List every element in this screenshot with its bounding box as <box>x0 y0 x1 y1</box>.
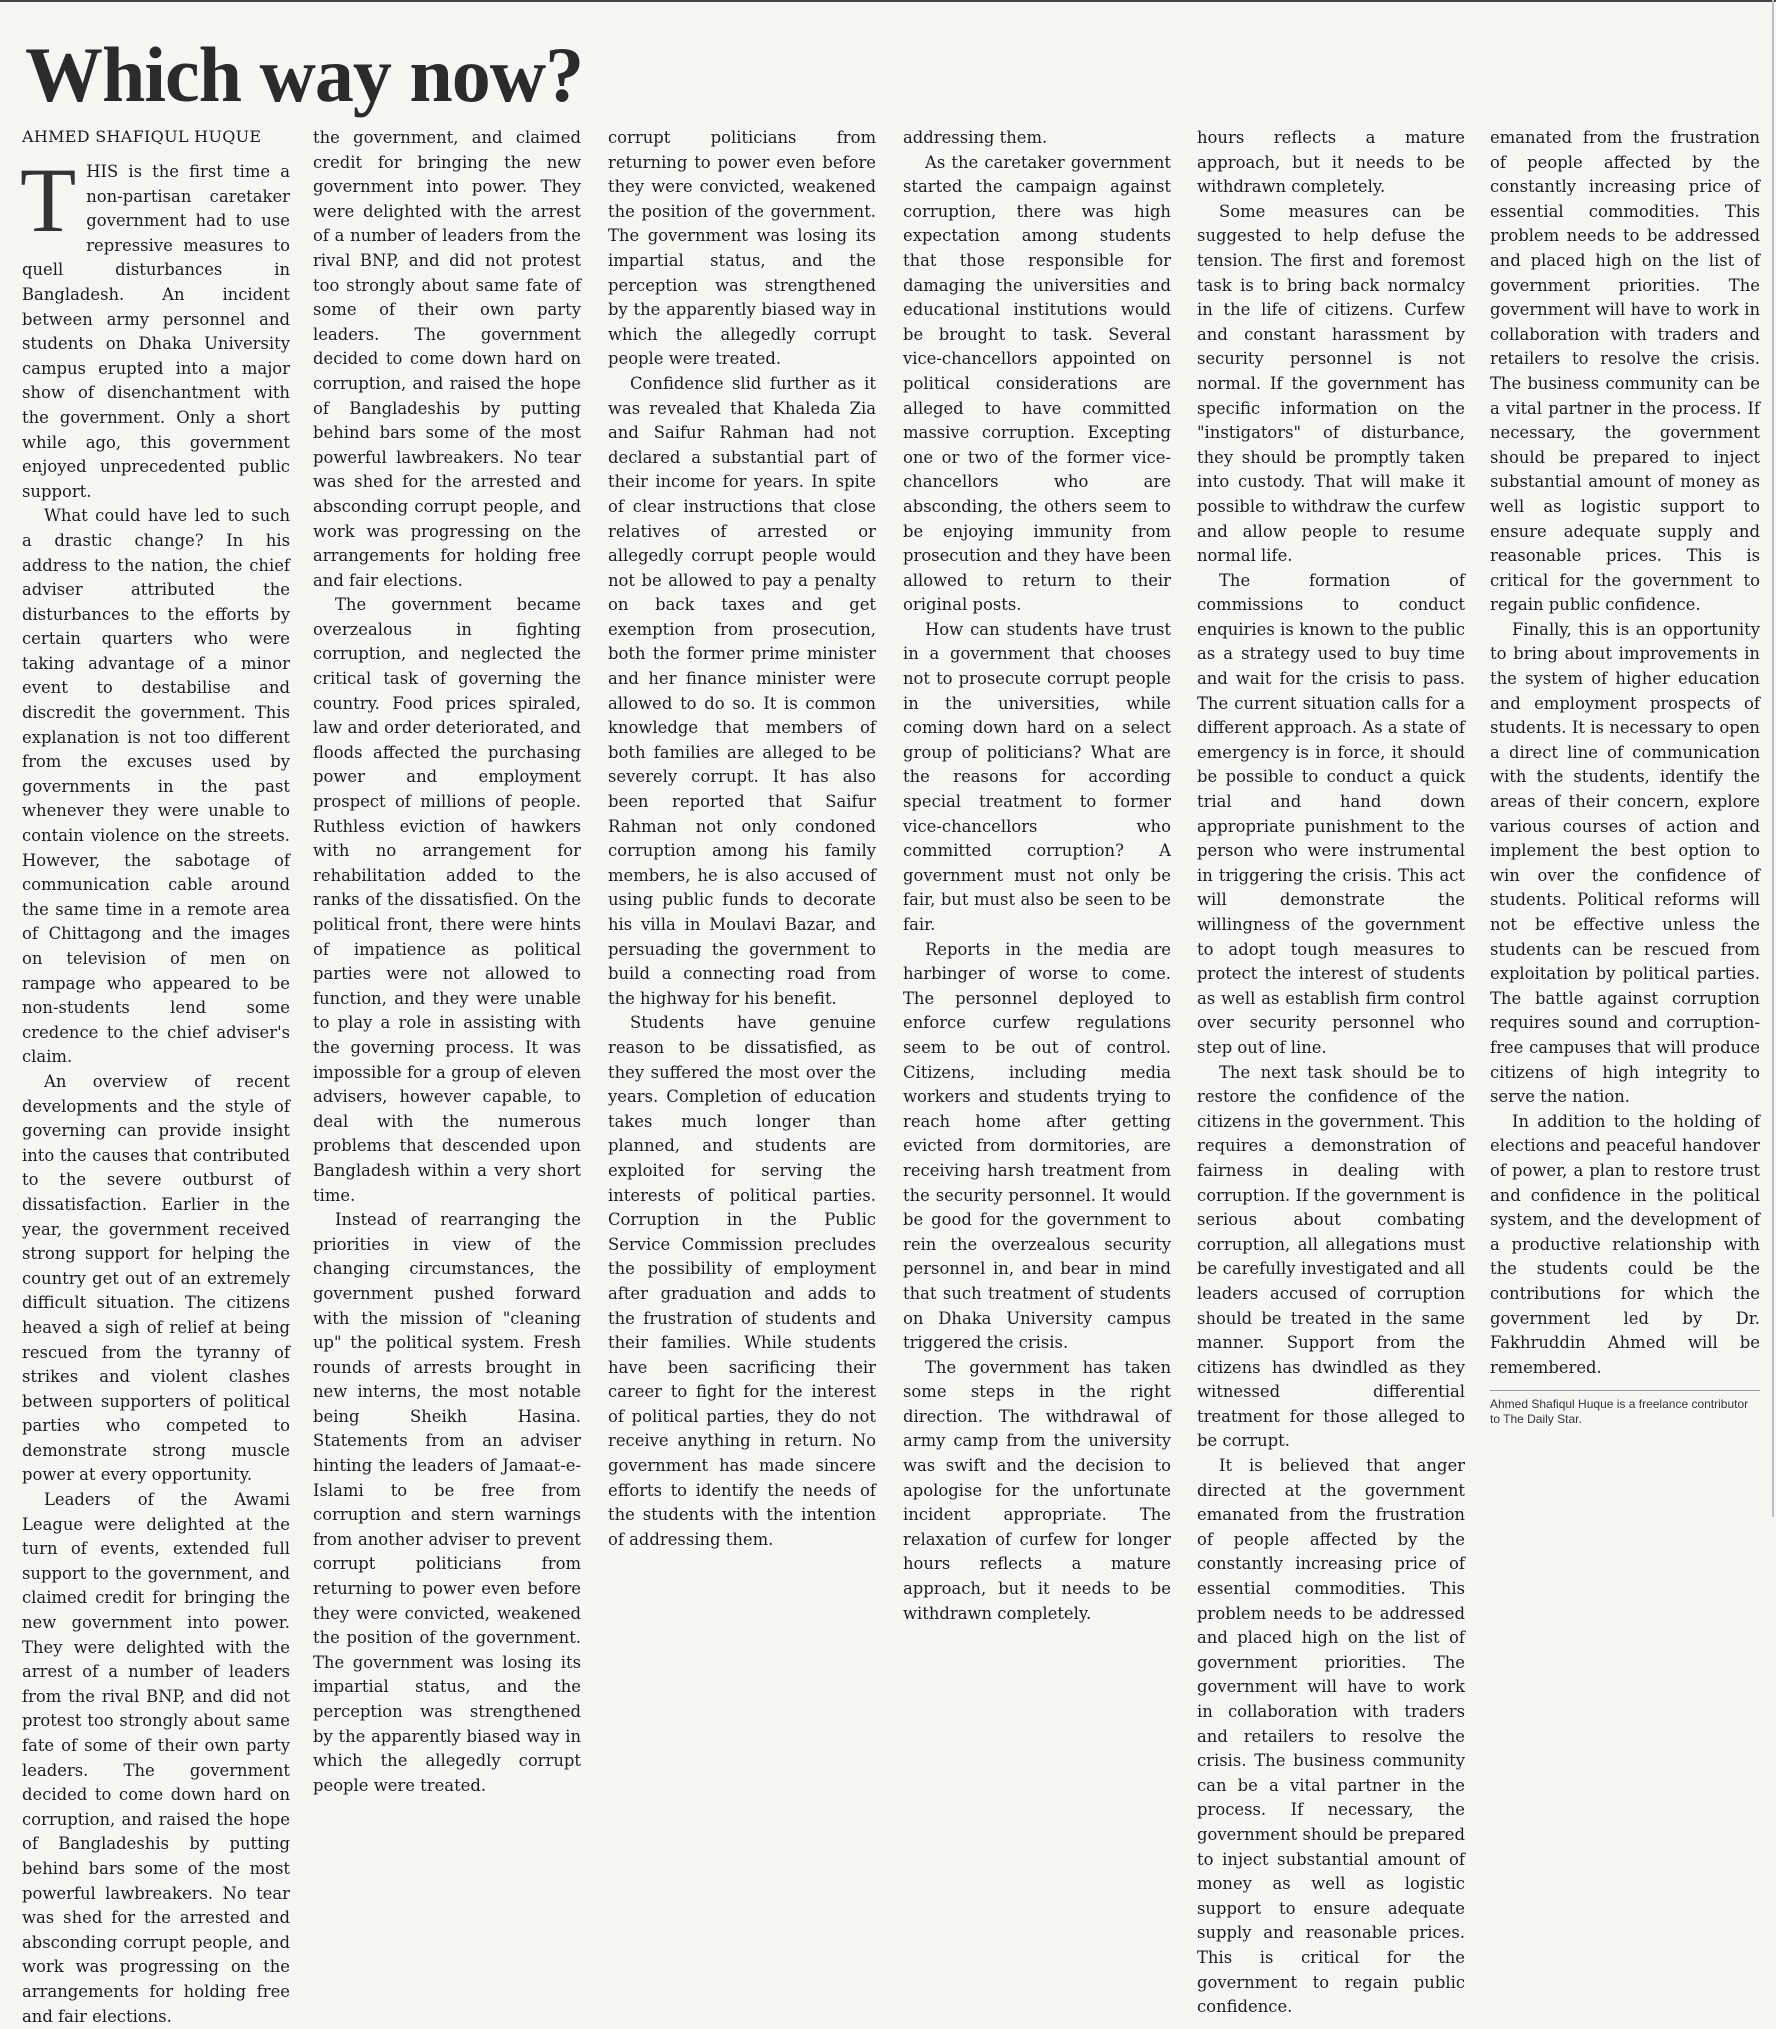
paragraph: emanated from the frustration of people affected by the constantly increasing price of essential commodities. This problem needs to be addressed and placed high on the list of government priorities. The government will have to work in collaboration with traders and retailers to resolve the crisis. The business community can be a vital partner in the process. If necessary, the government should be prepared to inject substantial amount of money as well as logistic support to ensure adequate supply and reasonable prices. This is critical for the government to regain public confidence. <box>1490 128 1760 615</box>
paragraph: The formation of commissions to conduct enquiries is known to the public as a strategy used to buy time and wait for the crisis to pass. The current situation calls for a different approach. As a state of emergency is in force, it should be possible to conduct a quick trial and hand down appropriate punishment to the person who were instrumental in triggering the crisis. This act will demonstrate the willingness of the government to adopt tough measures to protect the interest of students as well as establish firm control over security personnel who step out of line. <box>1197 570 1465 1057</box>
column-6 <box>1490 126 1760 1506</box>
column-3 <box>608 126 876 1549</box>
paragraph: What could have led to such a drastic change? In his address to the nation, the chief adviser attributed the disturbances to the efforts by certain quarters who were taking advantage of a minor event to destabilise and discredit the government. This explanation is not too different from the excuses used by governments in the past whenever they were unable to contain violence on the streets. However, the sabotage of communication cable around the same time in a remote area of Chittagong and the images on television of men on rampage who appeared to be non-students lend some credence to the chief adviser's claim. <box>22 506 290 1067</box>
paragraph: the government, and claimed credit for bringing the new government into power. They were delighted with the arrest of a number of leaders from the rival BNP, and did not protest too strongly about same fate of some of their own party leaders. The government decided to come down hard on corruption, and raised the hope of Bangladeshis by putting behind bars some of the most powerful lawbreakers. No tear was shed for the arrested and absconding corrupt people, and work was progressing on the arrangements for holding free and fair elections. <box>313 128 581 590</box>
paragraph: Instead of rearranging the priorities in view of the changing circumstances, the government pushed forward with the mission of "cleaning up" the political system. Fresh rounds of arrests brought in new interns, the most notable being Sheikh Hasina. Statements from an adviser hinting the leaders of Jamaat-e-Islami to be free from corruption and stern warnings from another adviser to prevent corrupt politicians from returning to power even before they were convicted, weakened the position of the government. The government was losing its impartial status, and the perception was strengthened by the apparently biased way in which the allegedly corrupt people were treated. <box>313 1210 581 1795</box>
lead-first-word: HIS <box>86 162 119 181</box>
headline: Which way now? <box>25 31 584 118</box>
paragraph: The government became overzealous in fighting corruption, and neglected the critical task of governing the country. Food prices spiraled, law and order deteriorated, and floods affected the purchasing power and employment prospect of millions of people. Ruthless eviction of hawkers with no arrangement for rehabilitation added to the ranks of the dissatisfied. On the political front, there were hints of impatience as political parties were not allowed to function, and they were unable to play a role in assisting with the governing process. It was impossible for a group of eleven advisers, however capable, to deal with the numerous problems that descended upon Bangladesh within a very short time. <box>313 595 581 1205</box>
lead-paragraph <box>20 149 290 504</box>
paragraph: hours reflects a mature approach, but it needs to be withdrawn completely. <box>1197 128 1465 197</box>
column-4 <box>903 126 1171 1623</box>
paragraph: In addition to the holding of elections and peaceful handover of power, a plan to restore trust and confidence in the political system, and the development of a productive relationship with the students could be the contributions for which the government led by Dr. Fakhruddin Ahmed will be remembered. <box>1490 1111 1760 1377</box>
paragraph: Confidence slid further as it was revealed that Khaleda Zia and Saifur Rahman had not declared a substantial part of their income for years. In spite of clear instructions that close relatives of arrested or allegedly corrupt people would not be allowed to pay a penalty on back taxes and get exemption from prosecution, both the former prime minister and her finance minister were allowed to do so. It is common knowledge that members of both families are alleged to be severely corrupt. It has also been reported that Saifur Rahman not only condoned corruption among his family members, he is also accused of using public funds to decorate his villa in Moulavi Bazar, and persuading the government to build a connecting road from the highway for his benefit. <box>608 373 876 1008</box>
paragraph: How can students have trust in a government that chooses not to prosecute corrupt people in the universities, while coming down hard on a select group of politicians? What are the reasons for according special treatment to former vice-chancellors who committed corruption? A government must not only be fair, but must also be seen to be fair. <box>903 619 1171 934</box>
paragraph: addressing them. <box>903 128 1048 147</box>
drop-cap: T <box>20 149 77 251</box>
paragraph: Reports in the media are harbinger of worse to come. The personnel deployed to enforce curfew regulations seem to be out of control. Citizens, including media workers and students trying to reach home after getting evicted from dormitories, are receiving harsh treatment from the security personnel. It would be good for the government to rein the overzealous security personnel in, and bear in mind that such treatment of students on Dhaka University campus triggered the crisis. <box>903 939 1171 1353</box>
column-1 <box>20 126 290 2026</box>
paragraph: The next task should be to restore the confidence of the citizens in the government. This requires a demonstration of fairness in dealing with corruption. If the government is serious about combating corruption, all allegations must be carefully investigated and all leaders accused of corruption should be treated in the same manner. Support from the citizens has dwindled as they witnessed differential treatment for those alleged to be corrupt. <box>1197 1062 1465 1451</box>
paragraph: Students have genuine reason to be dissatisfied, as they suffered the most over the years. Completion of education takes much longer than planned, and students are exploited for serving the interests of political parties. Corruption in the Public Service Commission precludes the possibility of employment after graduation and adds to the frustration of students and their families. While students have been sacrificing their career to fight for the interest of political parties, they do not receive anything in return. No government has made sincere efforts to identify the needs of the students with the intention of addressing them. <box>608 1013 876 1549</box>
paragraph: corrupt politicians from returning to power even before they were convicted, weakened the position of the government. The government was losing its impartial status, and the perception was strengthened by the apparently biased way in which the allegedly corrupt people were treated. <box>608 128 876 369</box>
paragraph: Leaders of the Awami League were delighted at the turn of events, extended full support to the government, and claimed credit for bringing the new government into power. They were delighted with the arrest of a number of leaders from the rival BNP, and did not protest too strongly about same fate of some of their own party leaders. The government decided to come down hard on corruption, and raised the hope of Bangladeshis by putting behind bars some of the most powerful lawbreakers. No tear was shed for the arrested and absconding corrupt people, and work was progressing on the arrangements for holding free and fair elections. <box>22 1490 290 2026</box>
paragraph: It is believed that anger directed at the government emanated from the frustration of people affected by the constantly increasing price of essential commodities. This problem needs to be addressed and placed high on the list of government priorities. The government will have to work in collaboration with traders and retailers to resolve the crisis. The business community can be a vital partner in the process. If necessary, the government should be prepared to inject substantial amount of money as well as logistic support to ensure adequate supply and reasonable prices. This is critical for the government to regain public confidence. <box>1197 1456 1465 2017</box>
paragraph: As the caretaker government started the campaign against corruption, there was high expectation among students that those responsible for damaging the universities and educational institutions would be brought to task. Several vice-chancellors appointed on political considerations are alleged to have committed massive corruption. Excepting one or two of the former vice-chancellors who are absconding, the others seem to be enjoying immunity from prosecution and they have been allowed to return to their original posts. <box>903 152 1171 615</box>
byline: AHMED SHAFIQUL HUQUE <box>22 127 262 146</box>
lead-text: is the first time a non-partisan caretaker government had to use repressive measures to quell disturbances in Bangladesh. An incident between army personnel and students on Dhaka University campus erupted into a major show of disenchantment with the government. Only a short while ago, this government enjoyed unprecedented public support. <box>22 162 290 501</box>
paragraph: Finally, this is an opportunity to bring about improvements in the system of higher education and employment prospects of students. It is necessary to open a direct line of communication with the students, identify the areas of their concern, explore various courses of action and implement the best option to win over the confidence of students. Political reforms will not be effective unless the students can be rescued from exploitation by political parties. The battle against corruption requires sound and corruption-free campuses that will produce citizens of high integrity to serve the nation. <box>1490 619 1760 1107</box>
paragraph: Some measures can be suggested to help defuse the tension. The first and foremost task is to bring back normalcy in the life of citizens. Curfew and constant harassment by security personnel is not normal. If the government has specific information on the "instigators" of disturbance, they should be promptly taken into custody. That will make it possible to withdraw the curfew and allow people to resume normal life. <box>1197 201 1465 566</box>
column-5 <box>1197 126 1465 2017</box>
author-credit: Ahmed Shafiqul Huque is a freelance contributor to The Daily Star. <box>1490 1390 1760 1427</box>
paragraph: The government has taken some steps in the right direction. The withdrawal of army camp from the university was swift and the decision to apologise for the unfortunate incident appropriate. The relaxation of curfew for longer hours reflects a mature approach, but it needs to be withdrawn completely. <box>903 1357 1171 1623</box>
column-2 <box>313 126 581 1795</box>
right-margin-rule <box>1772 0 1774 1517</box>
top-rule <box>0 0 1776 2</box>
paragraph: An overview of recent developments and the style of governing can provide insight into the causes that contributed to the severe outburst of dissatisfaction. Earlier in the year, the government received strong support for helping the country get out of an extremely difficult situation. The citizens heaved a sigh of relief at being rescued from the tyranny of strikes and violent clashes between supporters of political parties who competed to demonstrate strong muscle power at every opportunity. <box>22 1071 290 1485</box>
